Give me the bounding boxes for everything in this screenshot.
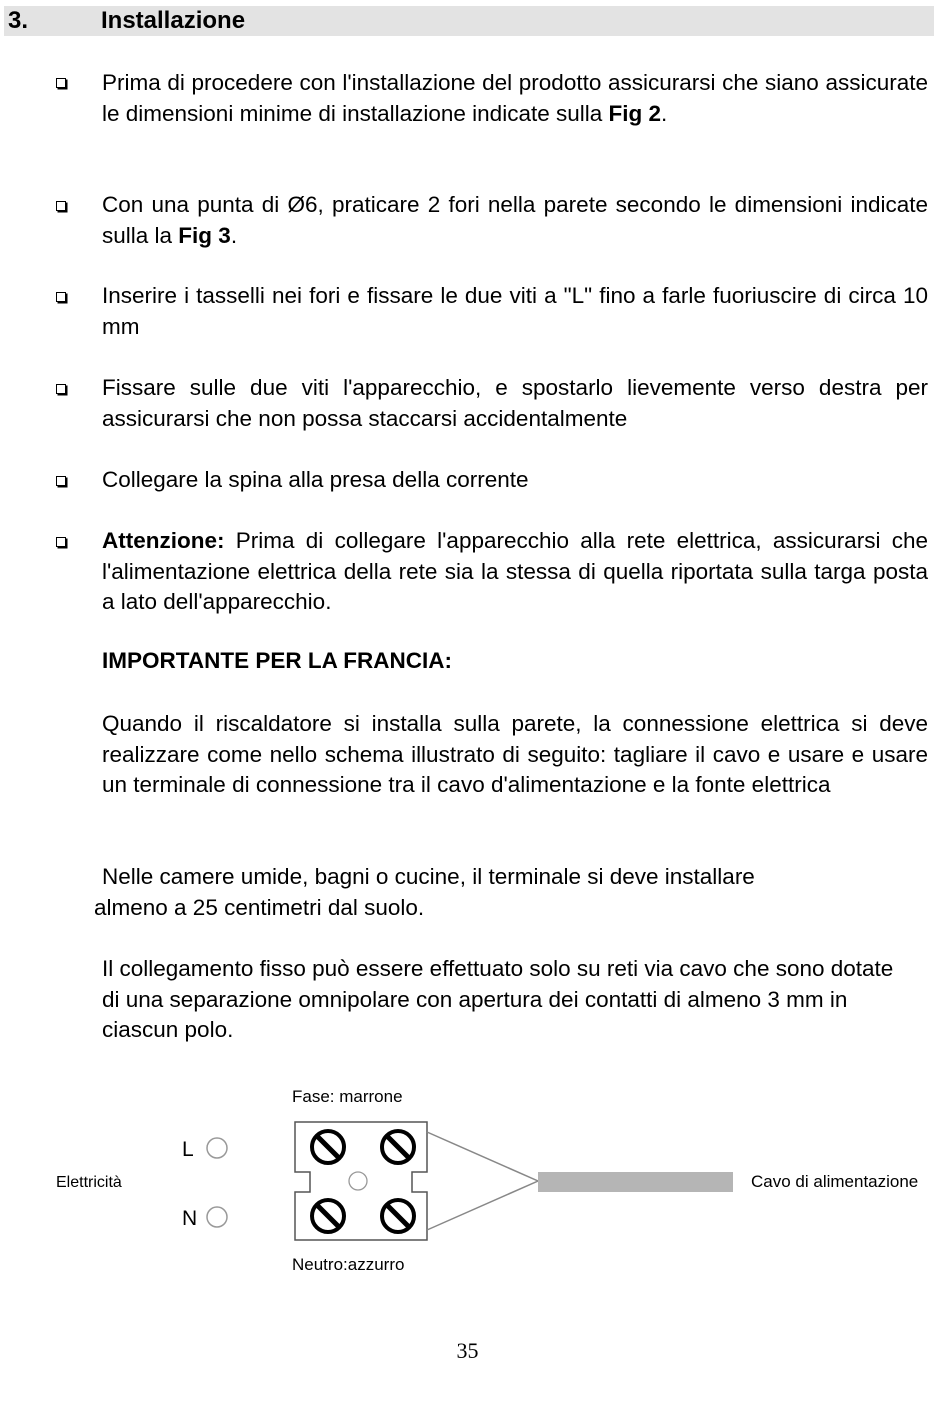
paragraph: Nelle camere umide, bagni o cucine, il terminale si deve installare bbox=[102, 864, 755, 889]
checkbox-bullet-icon bbox=[56, 476, 66, 486]
list-item bbox=[102, 526, 928, 618]
section-number: 3. bbox=[8, 7, 29, 34]
figure-reference: Fig 3 bbox=[178, 222, 231, 248]
checkbox-bullet-icon bbox=[56, 292, 66, 302]
paragraph: Il collegamento fisso può essere effettuato solo su reti via cavo che sono dotate di una separazione omnipolare con apertura dei contatti di almeno 3 mm in ciascun polo. bbox=[102, 956, 894, 1043]
list-item-punct: . bbox=[661, 100, 668, 126]
paragraph: Quando il riscaldatore si installa sulla parete, la connessione elettrica si deve realizzare come nello schema illustrato di seguito: tagliare il cavo e usare e usare un terminale di connessione tra il cavo d'alimentazione e la fonte elettrica bbox=[102, 711, 928, 798]
phase-label: Fase: marrone bbox=[292, 1087, 403, 1106]
list-item-text: Fissare sulle due viti l'apparecchio, e spostarlo lievemente verso destra per assicurarsi che non possa staccarsi accidentalmente bbox=[102, 375, 928, 431]
list-item-text: Con una punta di Ø6, praticare 2 fori nella parete secondo le dimensioni indicate sulla la bbox=[102, 192, 928, 248]
list-item bbox=[102, 465, 928, 496]
line-terminal-label: L bbox=[182, 1138, 194, 1161]
screw-icon bbox=[382, 1131, 414, 1163]
checkbox-bullet-icon bbox=[56, 78, 66, 88]
figure-reference: Fig 2 bbox=[608, 100, 662, 126]
neutral-label: Neutro:azzurro bbox=[292, 1255, 405, 1274]
list-item-text: Prima di procedere con l'installazione del prodotto assicurarsi che siano assicurate le dimensioni minime di installazione indicate sulla bbox=[102, 70, 928, 126]
wire-fan bbox=[427, 1132, 538, 1230]
checkbox-bullet-icon bbox=[56, 201, 66, 211]
section-title: Installazione bbox=[101, 7, 246, 34]
list-item-text: Inserire i tasselli nei fori e fissare le due viti a "L" fino a farle fuoriuscire di circa 10 mm bbox=[102, 283, 928, 339]
list-item bbox=[102, 68, 928, 129]
list-item-text: Prima di collegare l'apparecchio alla rete elettrica, assicurarsi che l'alimentazione elettrica della rete sia la stessa di quella riportata sulla targa posta a lato dell'apparecchio. bbox=[102, 528, 928, 615]
list-item-punct: . bbox=[230, 222, 238, 248]
list-item bbox=[102, 281, 928, 342]
power-cable bbox=[538, 1172, 733, 1192]
page-number: 35 bbox=[456, 1338, 479, 1363]
power-cable-label: Cavo di alimentazione bbox=[751, 1172, 919, 1191]
screw-icon bbox=[312, 1200, 344, 1232]
list-item bbox=[102, 190, 928, 251]
center-hole bbox=[349, 1172, 367, 1190]
screw-icon bbox=[382, 1200, 414, 1232]
warning-label: Attenzione: bbox=[102, 528, 225, 553]
checkbox-bullet-icon bbox=[56, 384, 66, 394]
checkbox-bullet-icon bbox=[56, 537, 66, 547]
wiring-diagram bbox=[0, 1070, 950, 1300]
neutral-terminal-circle bbox=[207, 1207, 227, 1227]
list-item-text: Collegare la spina alla presa della corrente bbox=[102, 467, 529, 492]
screw-icon bbox=[312, 1131, 344, 1163]
neutral-terminal-label: N bbox=[182, 1207, 198, 1230]
important-heading: IMPORTANTE PER LA FRANCIA: bbox=[102, 648, 452, 673]
list-item bbox=[102, 373, 928, 434]
electricity-label: Elettricità bbox=[56, 1174, 122, 1191]
line-terminal-circle bbox=[207, 1138, 227, 1158]
paragraph: almeno a 25 centimetri dal suolo. bbox=[94, 895, 425, 920]
